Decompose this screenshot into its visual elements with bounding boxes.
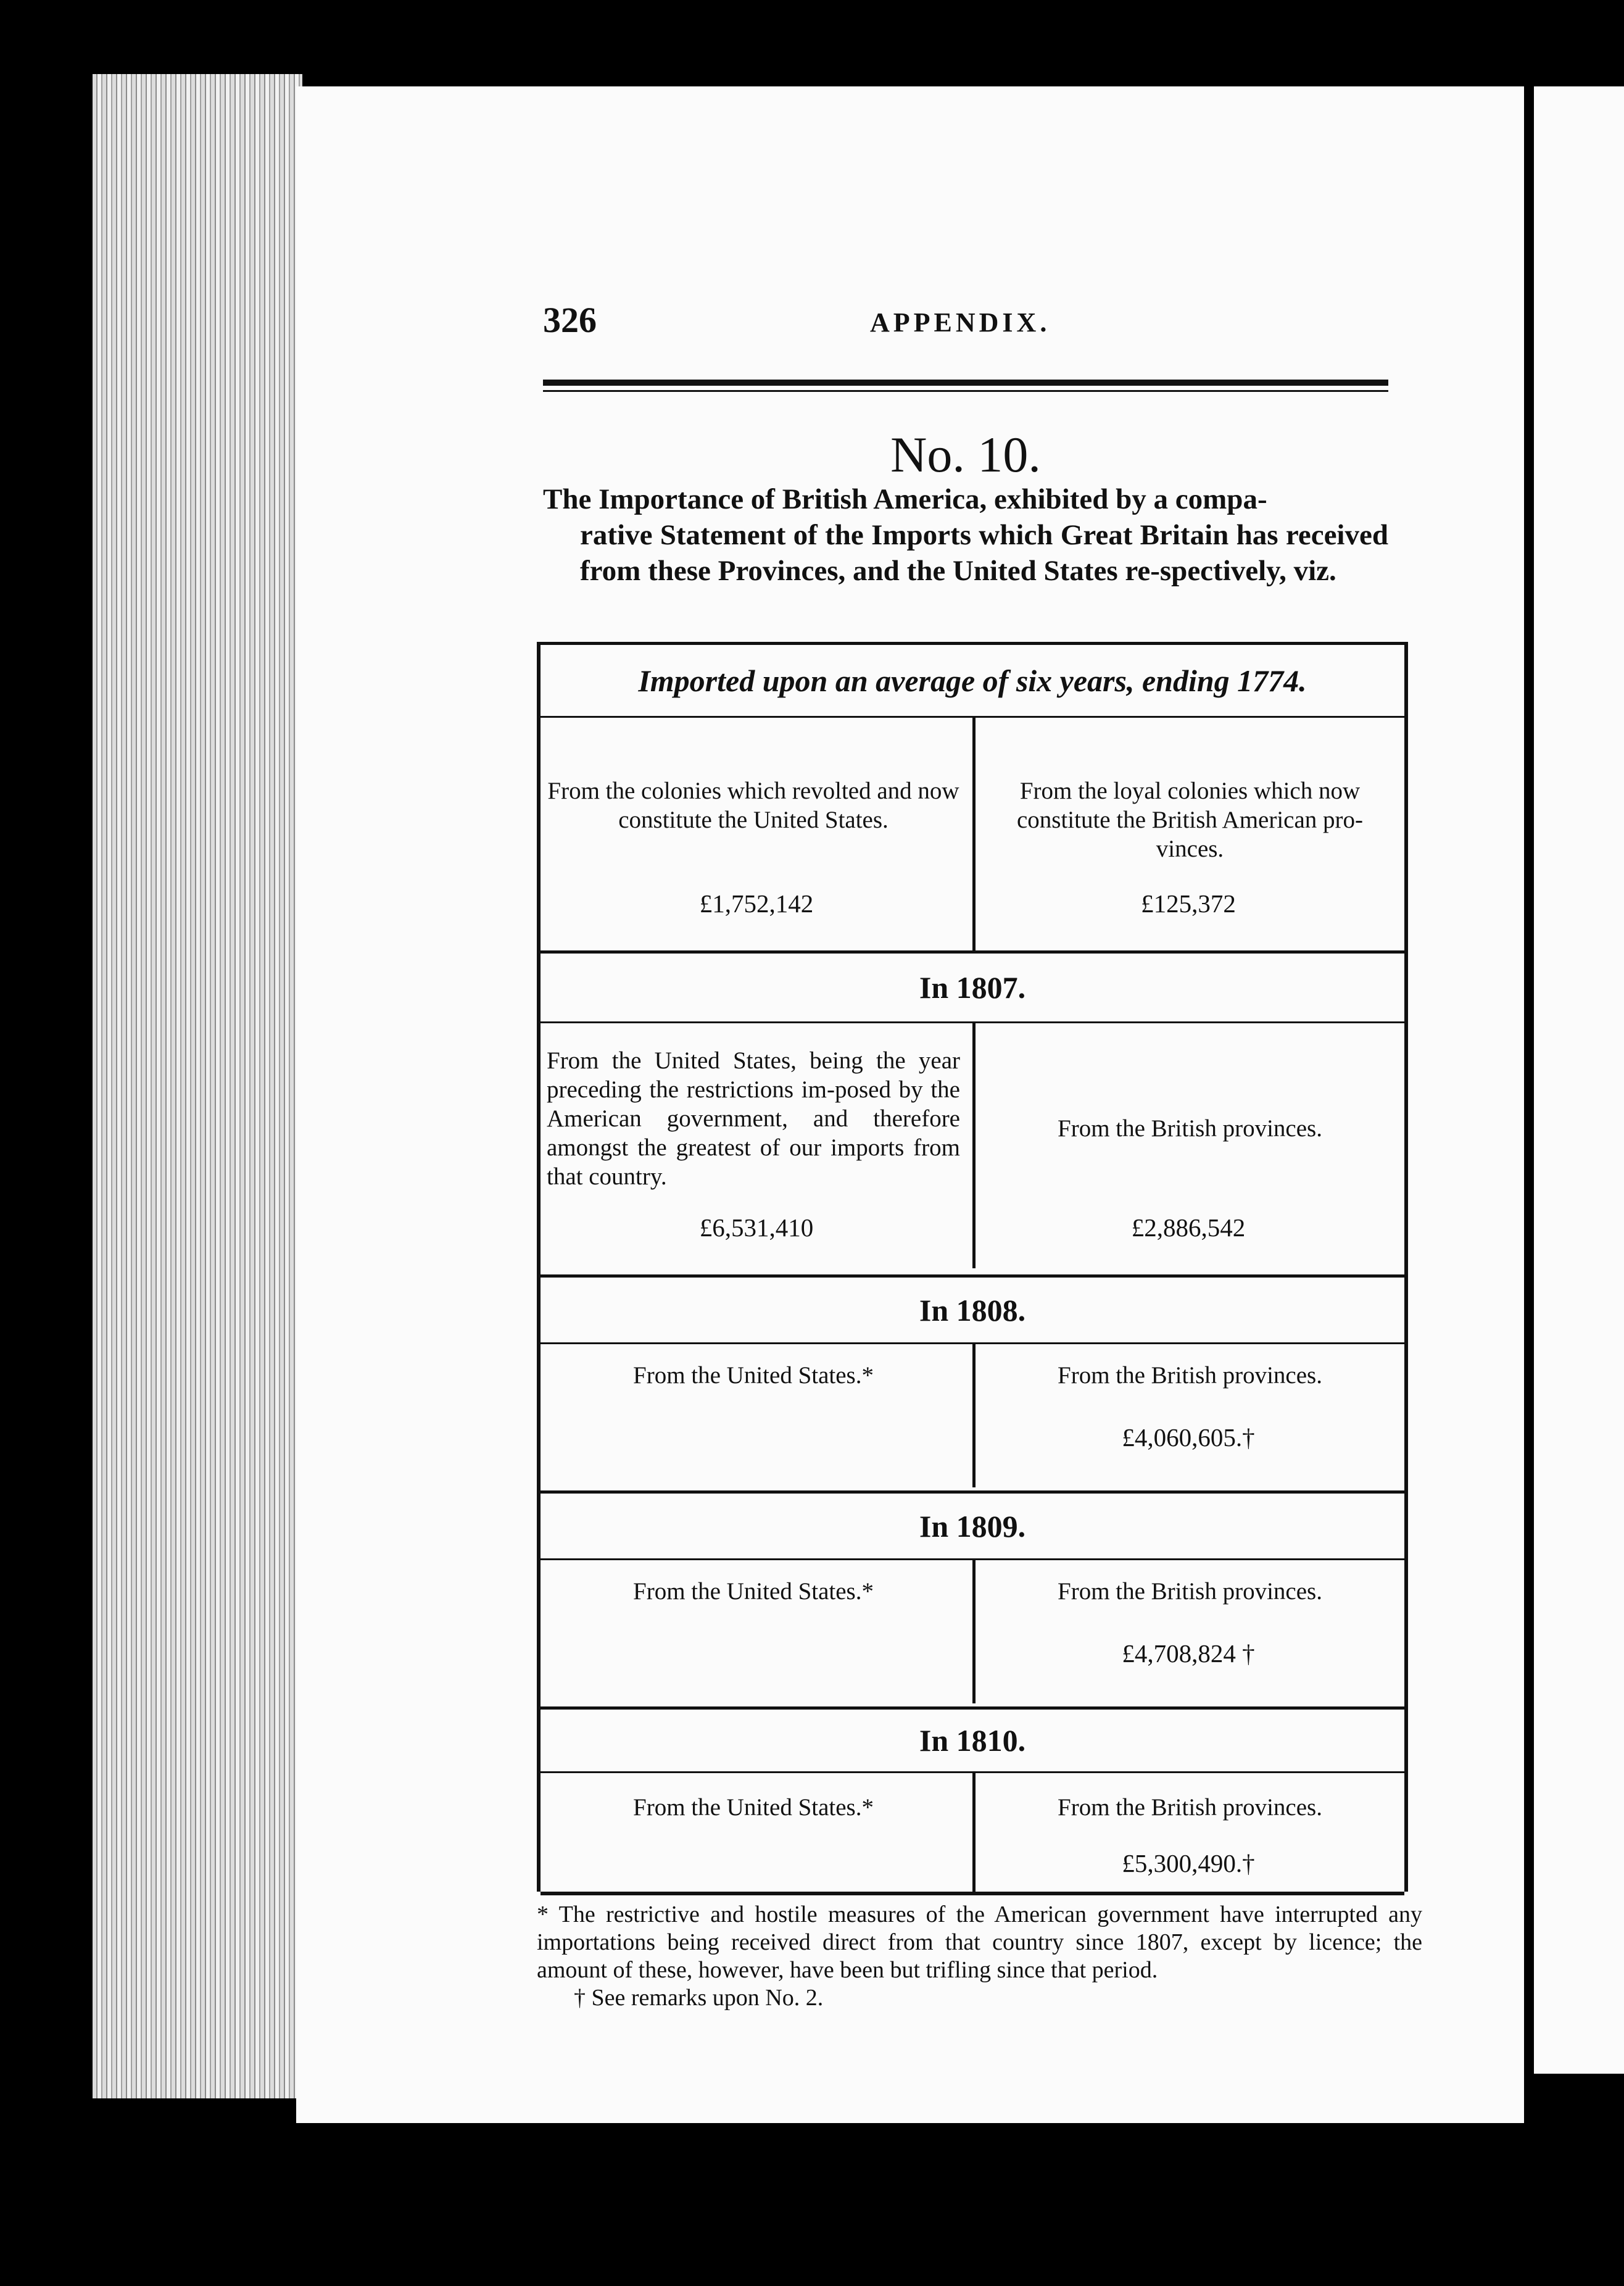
column-divider <box>972 1342 976 1487</box>
intro-paragraph <box>543 481 1388 589</box>
header-rule-thin <box>543 390 1388 392</box>
table-heading-1808: In 1808. <box>541 1274 1404 1344</box>
left-description: From the United States.* <box>633 1794 874 1821</box>
page-number: 326 <box>543 300 597 340</box>
left-description: From the United States.* <box>633 1578 874 1605</box>
right-description: From the British provinces. <box>1058 1578 1322 1605</box>
table-heading-1807: In 1807. <box>541 950 1404 1023</box>
footnotes <box>537 1901 1422 2012</box>
column-divider <box>972 1558 976 1703</box>
table-heading-1774: Imported upon an average of six years, ending 1774. <box>541 642 1404 718</box>
footnote-dagger: † See remarks upon No. 2. <box>574 1985 824 2011</box>
left-amount: £6,531,410 <box>699 1213 814 1242</box>
right-description: From the British provinces. <box>1058 1362 1322 1389</box>
page-header <box>543 299 1388 349</box>
right-description: From the British provinces. <box>1058 1115 1322 1142</box>
footnote-star: * The restrictive and hostile measures of the American government have interrupted any importations being received direct from that country since 1807, except by licence; the amount of these, however, have been but trifling since that period. <box>537 1902 1422 1983</box>
book-page-edges <box>93 74 302 2098</box>
imports-table <box>537 642 1408 1892</box>
table-heading-1809: In 1809. <box>541 1490 1404 1560</box>
header-rule <box>543 380 1388 386</box>
right-amount: £4,708,824 † <box>1122 1639 1255 1668</box>
intro-continued: rative Statement of the Imports which Great Britain has received from these Provinces, and the United States re-spectively, viz. <box>580 519 1388 587</box>
table-row <box>541 1558 1404 1703</box>
right-amount: £4,060,605.† <box>1122 1423 1255 1452</box>
left-description: From the United States.* <box>633 1362 874 1389</box>
right-amount: £2,886,542 <box>1131 1213 1246 1242</box>
intro-first-line: The Importance of British America, exhibited by a compa- <box>543 483 1267 515</box>
table-row <box>541 1021 1404 1268</box>
right-description: From the loyal colonies which now constitute the British American pro-vinces. <box>1016 778 1364 862</box>
facing-page-edge <box>1530 86 1624 2074</box>
table-row <box>541 716 1404 950</box>
left-description: From the United States, being the year preceding the restrictions im-posed by the American government, and therefore amongst the greatest of our imports from that country. <box>547 1047 960 1190</box>
table-heading-1810: In 1810. <box>541 1706 1404 1773</box>
section-number: No. 10. <box>890 426 1041 483</box>
right-description: From the British provinces. <box>1058 1794 1322 1821</box>
right-amount: £125,372 <box>1141 889 1236 918</box>
running-head: APPENDIX. <box>870 307 1051 338</box>
left-description: From the colonies which revolted and now constitute the United States. <box>547 778 959 833</box>
table-row <box>541 1771 1404 1895</box>
left-amount: £1,752,142 <box>699 889 814 918</box>
right-amount: £5,300,490.† <box>1122 1849 1255 1877</box>
table-row <box>541 1342 1404 1487</box>
